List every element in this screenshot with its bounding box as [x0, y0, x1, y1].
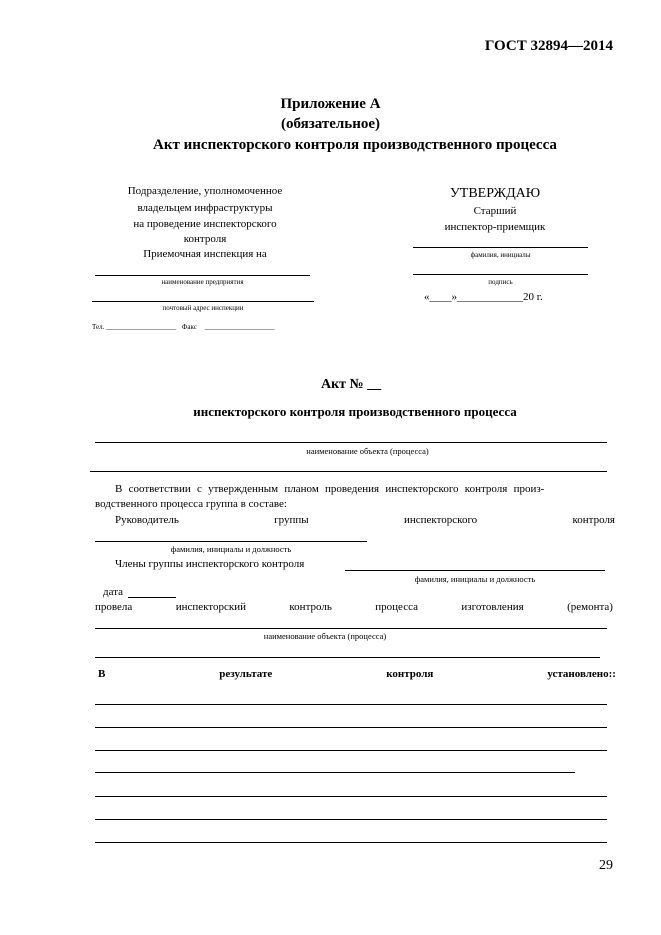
result-word-2: результате [219, 668, 273, 680]
fax-blank: ____________________ [204, 323, 275, 331]
standard-code: ГОСТ 32894—2014 [484, 38, 613, 54]
appendix-title: Приложение А [280, 96, 381, 112]
enterprise-caption: наименование предприятия [161, 278, 244, 286]
page-number: 29 [599, 858, 613, 873]
result-word-4: установлено:: [547, 668, 616, 680]
left-block-line2: владельцем инфраструктуры [137, 202, 273, 214]
result-line-4 [95, 772, 575, 773]
act-number: Акт № __ [321, 377, 382, 392]
approver-signature-caption: подпись [488, 278, 513, 286]
object-caption-2: наименование объекта (процесса) [263, 631, 387, 641]
paragraph-line2: водственного процесса группа в составе: [95, 498, 287, 510]
approver-title-line2: инспектор-приемщик [444, 221, 546, 233]
paragraph-line1-text: В соответствии с утвержденным планом проведения инспекторского контроля произ- [115, 483, 545, 495]
approver-name-line [413, 247, 588, 248]
left-block-line4: контроля [183, 233, 227, 245]
address-field-line [92, 301, 314, 302]
performed-word-4: процесса [375, 601, 418, 613]
result-line-3 [95, 750, 607, 751]
fax-label: Факс [181, 323, 197, 331]
performed-row [95, 601, 613, 613]
result-line-7 [95, 842, 607, 843]
left-block-line3: на проведение инспекторского [133, 218, 277, 230]
leader-row [115, 514, 615, 526]
enterprise-field-line [95, 275, 310, 276]
act-subtitle: инспекторского контроля производственного процесса [193, 404, 517, 419]
object-field-line-3 [95, 628, 607, 629]
performed-word-6: (ремонта) [567, 601, 613, 613]
left-block-line5: Приемочная инспекция на [143, 248, 267, 260]
result-line-5 [95, 796, 607, 797]
date-label: дата [103, 586, 124, 598]
result-line-6 [95, 819, 607, 820]
approver-name-caption: фамилия, инициалы [470, 251, 531, 259]
performed-word-5: изготовления [461, 601, 524, 613]
approver-signature-line [413, 274, 588, 275]
performed-word-3: контроль [289, 601, 332, 613]
result-line-1 [95, 704, 607, 705]
object-field-line-2 [90, 471, 607, 472]
performed-word-1: провела [95, 601, 133, 613]
members-field-line [345, 570, 605, 571]
leader-word-4: контроля [572, 514, 615, 526]
tel-fax-row [92, 323, 275, 331]
leader-word-3: инспекторского [403, 514, 478, 526]
leader-word-1: Руководитель [115, 514, 179, 526]
object-field-line [95, 442, 607, 443]
result-line-2 [95, 727, 607, 728]
members-caption: фамилия, инициалы и должность [414, 574, 536, 584]
document-title: Акт инспекторского контроля производственного процесса [153, 137, 557, 153]
performed-word-2: инспекторский [175, 601, 246, 613]
result-row [98, 668, 616, 680]
result-word-3: контроля [386, 668, 434, 680]
tel-blank: ____________________ [106, 323, 177, 331]
result-word-1: В [98, 668, 106, 680]
approve-heading: УТВЕРЖДАЮ [449, 186, 541, 201]
appendix-status: (обязательное) [280, 116, 381, 132]
left-block-line1: Подразделение, уполномоченное [127, 185, 283, 197]
approval-date: «____»____________20 г. [424, 291, 543, 303]
leader-field-line [95, 541, 367, 542]
approver-title-line1: Старший [473, 205, 517, 217]
members-label: Члены группы инспекторского контроля [115, 558, 305, 570]
tel-label: Тел. [92, 323, 105, 331]
leader-caption: фамилия, инициалы и должность [170, 544, 292, 554]
leader-word-2: группы [274, 514, 309, 526]
object-caption: наименование объекта (процесса) [306, 446, 429, 456]
object-field-line-4 [95, 657, 600, 658]
paragraph-line1 [95, 483, 613, 495]
address-caption: почтовый адрес инспекции [162, 304, 244, 312]
date-field-line [128, 597, 176, 598]
